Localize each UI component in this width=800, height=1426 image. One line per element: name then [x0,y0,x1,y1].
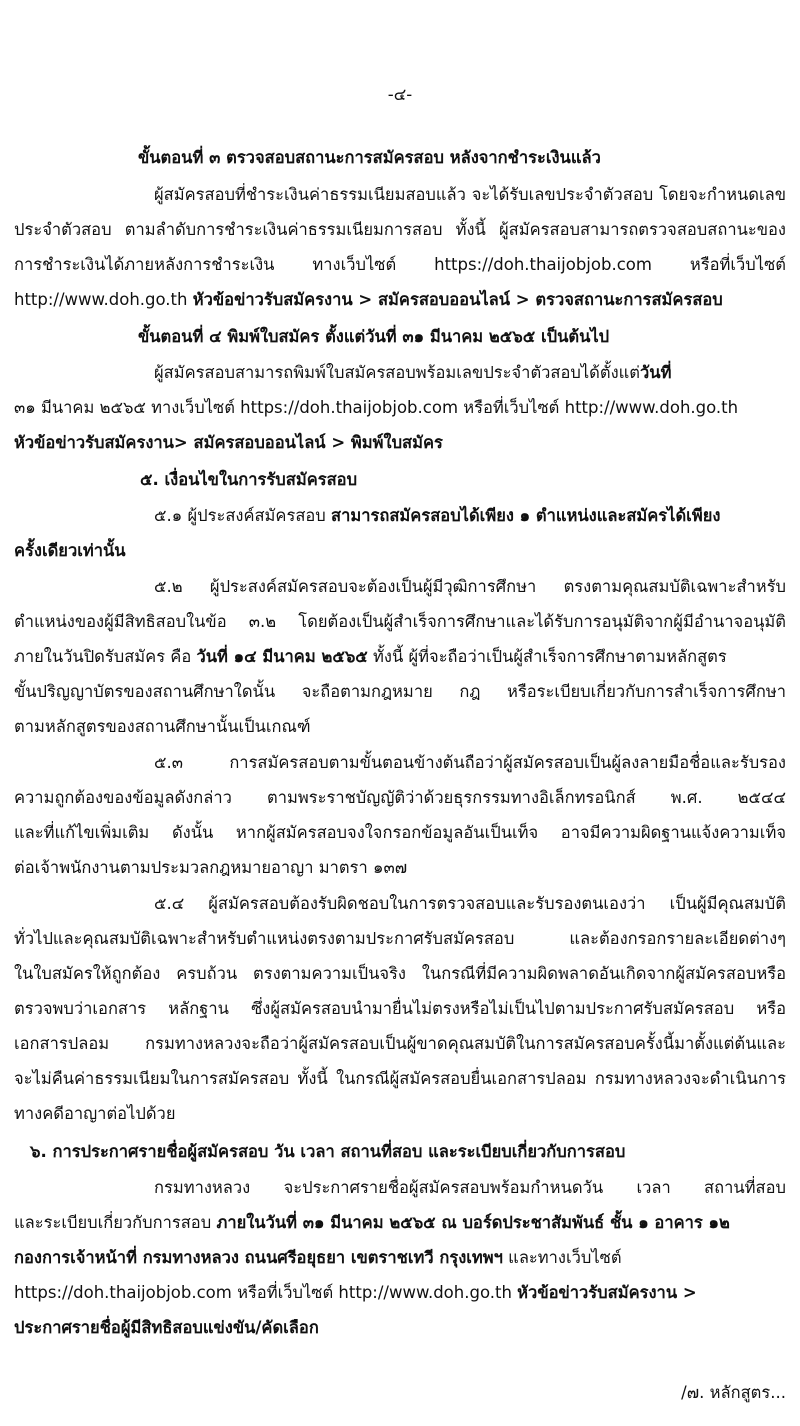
step3-line-3: การชำระเงินได้ภายหลังการชำระเงิน ทางเว็บไซต์ https://doh.thaijobjob.com หรือที่เว็บไซต์ [14,255,786,274]
step4-line-3: หัวข้อข่าวรับสมัครงาน> สมัครสอบออนไลน์ > พิมพ์ใบสมัคร [14,433,443,452]
section5-4-line-5: เอกสารปลอม กรมทางหลวงจะถือว่าผู้สมัครสอบเป็นผู้ขาดคุณสมบัติในการสมัครสอบครั้งนี้มาตั้งแต่ต้นและ [14,1034,786,1053]
section6-line-1: กรมทางหลวง จะประกาศรายชื่อผู้สมัครสอบพร้อมกำหนดวัน เวลา สถานที่สอบ [154,1178,786,1197]
section5-2-text-c: ทั้งนี้ ผู้ที่จะถือว่าเป็นผู้สำเร็จการศึกษาตามหลักสูตร [367,647,727,666]
step4-date: ๓๑ มีนาคม ๒๕๖๕ [14,398,146,417]
step4-heading: ขั้นตอนที่ ๔ พิมพ์ใบสมัคร ตั้งแต่วันที่ ๓๑ มีนาคม ๒๕๖๕ เป็นต้นไป [138,327,610,346]
section5-4-line-3: ในใบสมัครให้ถูกต้อง ครบถ้วน ตรงตามความเป็นจริง ในกรณีที่มีความผิดพลาดอันเกิดจากผู้สมัครสอบหรือ [14,964,786,983]
next-page-reference: /๗. หลักสูตร... [681,1383,786,1402]
section5-2-line-1: ๕.๒ ผู้ประสงค์สมัครสอบจะต้องเป็นผู้มีวุฒิการศึกษา ตรงตามคุณสมบัติเฉพาะสำหรับ [154,577,786,596]
step3-line-2: ประจำตัวสอบ ตามลำดับการชำระเงินค่าธรรมเนียมการสอบ ทั้งนี้ ผู้สมัครสอบสามารถตรวจสอบสถานะของ [14,220,786,239]
step3-line-4 [14,285,786,315]
step4-line-1-date: วันที่ [640,363,672,382]
section6-address: กองการเจ้าหน้าที่ กรมทางหลวง ถนนศรีอยุธยา เขตราชเทวี กรุงเทพฯ [14,1248,503,1267]
section5-3-line-4: ต่อเจ้าพนักงานตามประมวลกฎหมายอาญา มาตรา ๑๓๗ [14,858,408,877]
section5-4-line-7: ทางคดีอาญาต่อไปด้วย [14,1104,176,1123]
step3-path: หัวข้อข่าวรับสมัครงาน > สมัครสอบออนไลน์ > ตรวจสถานะการสมัครสอบ [192,290,723,309]
step3-line-1: ผู้สมัครสอบที่ชำระเงินค่าธรรมเนียมสอบแล้ว จะได้รับเลขประจำตัวสอบ โดยจะกำหนดเลข [154,185,786,204]
section5-2-date: วันที่ ๑๔ มีนาคม ๒๕๖๕ [196,647,368,666]
section6-line-4 [14,1278,786,1308]
step4-line-1-text: ผู้สมัครสอบสามารถพิมพ์ใบสมัครสอบพร้อมเลขประจำตัวสอบได้ตั้งแต่ [154,363,641,382]
section5-2-line-4: ขั้นปริญญาบัตรของสถานศึกษาใดนั้น จะถือตามกฎหมาย กฎ หรือระเบียบเกี่ยวกับการสำเร็จการศึกษา [14,682,786,701]
step3-heading: ขั้นตอนที่ ๓ ตรวจสอบสถานะการสมัครสอบ หลังจากชำระเงินแล้ว [138,148,601,167]
section5-1-label: ๕.๑ ผู้ประสงค์สมัครสอบ [154,506,332,525]
section5-1-bold: สามารถสมัครสอบได้เพียง ๑ ตำแหน่งและสมัครได้เพียง [331,506,721,525]
step4-urls: ทางเว็บไซต์ https://doh.thaijobjob.com หรือที่เว็บไซต์ http://www.doh.go.th [145,398,739,417]
section5-3-line-1: ๕.๓ การสมัครสอบตามขั้นตอนข้างต้นถือว่าผู้สมัครสอบเป็นผู้ลงลายมือชื่อและรับรอง [154,753,786,772]
step3-url: http://www.doh.go.th [14,290,193,309]
section6-and-website: และทางเว็บไซต์ [502,1248,622,1267]
step4-line-2 [14,393,786,423]
section6-line-3 [14,1243,786,1273]
section5-1-line-2: ครั้งเดียวเท่านั้น [14,541,126,560]
section5-4-line-2: ทั่วไปและคุณสมบัติเฉพาะสำหรับตำแหน่งตรงตามประกาศรับสมัครสอบ และต้องกรอกรายละเอียดต่างๆ [14,929,786,948]
section6-date-location: ภายในวันที่ ๓๑ มีนาคม ๒๕๖๕ ณ บอร์ดประชาสัมพันธ์ ชั้น ๑ อาคาร ๑๒ [216,1213,730,1232]
section5-4-line-6: จะไม่คืนค่าธรรมเนียมในการสมัครสอบ ทั้งนี้ ในกรณีผู้สมัครสอบยื่นเอกสารปลอม กรมทางหลวงจะดำเนินการ [14,1069,786,1088]
section5-2-line-2: ตำแหน่งของผู้มีสิทธิสอบในข้อ ๓.๒ โดยต้องเป็นผู้สำเร็จการศึกษาและได้รับการอนุมัติจากผู้มีอำนาจอนุมัติ [14,612,786,631]
step4-line-1 [154,358,786,388]
section5-4-line-1: ๕.๔ ผู้สมัครสอบต้องรับผิดชอบในการตรวจสอบและรับรองตนเองว่า เป็นผู้มีคุณสมบัติ [154,894,786,913]
section5-2-text-a: ภายในวันปิดรับสมัคร คือ [14,647,197,666]
section6-path: หัวข้อข่าวรับสมัครงาน > [517,1283,697,1302]
section5-3-line-2: ความถูกต้องของข้อมูลดังกล่าว ตามพระราชบัญญัติว่าด้วยธุรกรรมทางอิเล็กทรอนิกส์ พ.ศ. ๒๕๔๔ [14,788,786,807]
section5-3-line-3: และที่แก้ไขเพิ่มเติม ดังนั้น หากผู้สมัครสอบจงใจกรอกข้อมูลอันเป็นเท็จ อาจมีความผิดฐานแจ้งความเท็จ [14,823,786,842]
section5-1-line-1 [154,501,786,531]
section5-heading: ๕. เงื่อนไขในการรับสมัครสอบ [140,470,358,489]
section5-2-line-3 [14,642,786,672]
section6-line-2 [14,1208,786,1238]
section5-2-line-5: ตามหลักสูตรของสถานศึกษานั้นเป็นเกณฑ์ [14,717,311,736]
section6-line-5: ประกาศรายชื่อผู้มีสิทธิสอบแข่งขัน/คัดเลือก [14,1318,319,1337]
page-number: -๔- [387,85,413,104]
section6-text-a: และระเบียบเกี่ยวกับการสอบ [14,1213,217,1232]
section6-heading: ๖. การประกาศรายชื่อผู้สมัครสอบ วัน เวลา สถานที่สอบ และระเบียบเกี่ยวกับการสอบ [30,1142,626,1161]
section6-urls: https://doh.thaijobjob.com หรือที่เว็บไซต์ http://www.doh.go.th [14,1283,518,1302]
section5-4-line-4: ตรวจพบว่าเอกสาร หลักฐาน ซึ่งผู้สมัครสอบนำมายื่นไม่ตรงหรือไม่เป็นไปตามประกาศรับสมัครสอบ หรือ [14,999,786,1018]
